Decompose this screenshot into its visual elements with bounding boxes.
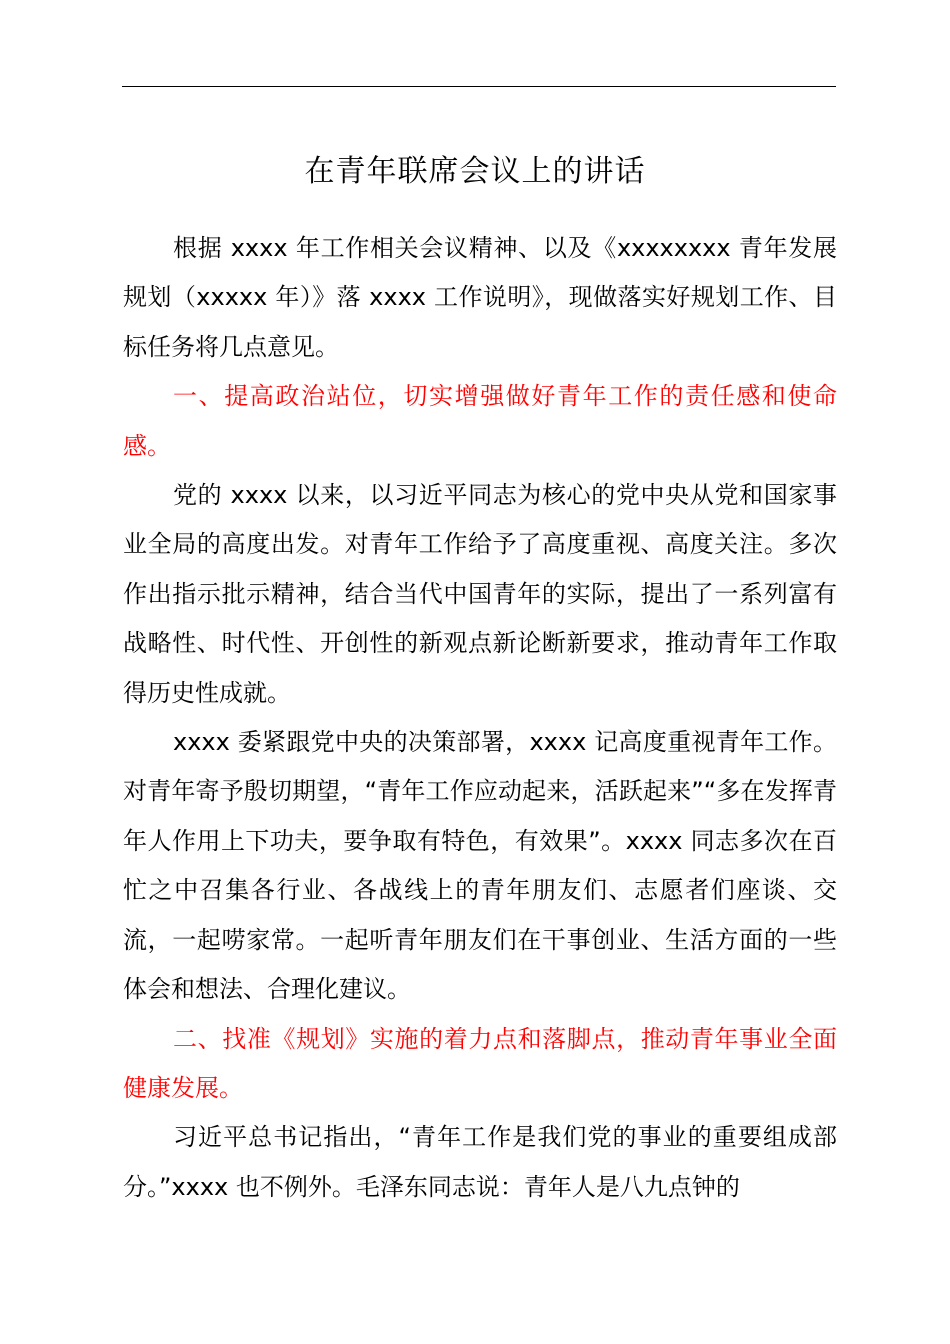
document-body [123, 224, 837, 1212]
paragraph-intro: 根据 xxxx 年工作相关会议精神、以及《xxxxxxxx 青年发展规划（xxxxx 年）》落 xxxx 工作说明》，现做落实好规划工作、目标任务将几点意见。 [123, 234, 837, 361]
section-heading-1: 一、提高政治站位，切实增强做好青年工作的责任感和使命感。 [123, 382, 837, 460]
paragraph-xi-quote: 习近平总书记指出，“青年工作是我们党的事业的重要组成部分。”xxxx 也不例外。毛泽东同志说：青年人是八九点钟的 [123, 1123, 837, 1201]
header-rule [122, 86, 836, 87]
document-title: 在青年联席会议上的讲话 [304, 154, 646, 189]
paragraph-committee: xxxx 委紧跟党中央的决策部署，xxxx 记高度重视青年工作。对青年寄予殷切期望，“青年工作应动起来，活跃起来”“多在发挥青年人作用上下功夫，要争取有特色，有效果”。xxxx 同志多次在百忙之中召集各行业、各战线上的青年朋友们、志愿者们座谈、交流，一起唠家常。一起听青年朋友们在干事创业、生活方面的一些体会和想法、合理化建议。 [123, 728, 837, 1004]
section-heading-2: 二、找准《规划》实施的着力点和落脚点，推动青年事业全面健康发展。 [123, 1024, 837, 1102]
paragraph-party-central: 党的 xxxx 以来，以习近平同志为核心的党中央从党和国家事业全局的高度出发。对青年工作给予了高度重视、高度关注。多次作出指示批示精神，结合当代中国青年的实际，提出了一系列富有战略性、时代性、开创性的新观点新论断新要求，推动青年工作取得历史性成就。 [123, 481, 837, 707]
